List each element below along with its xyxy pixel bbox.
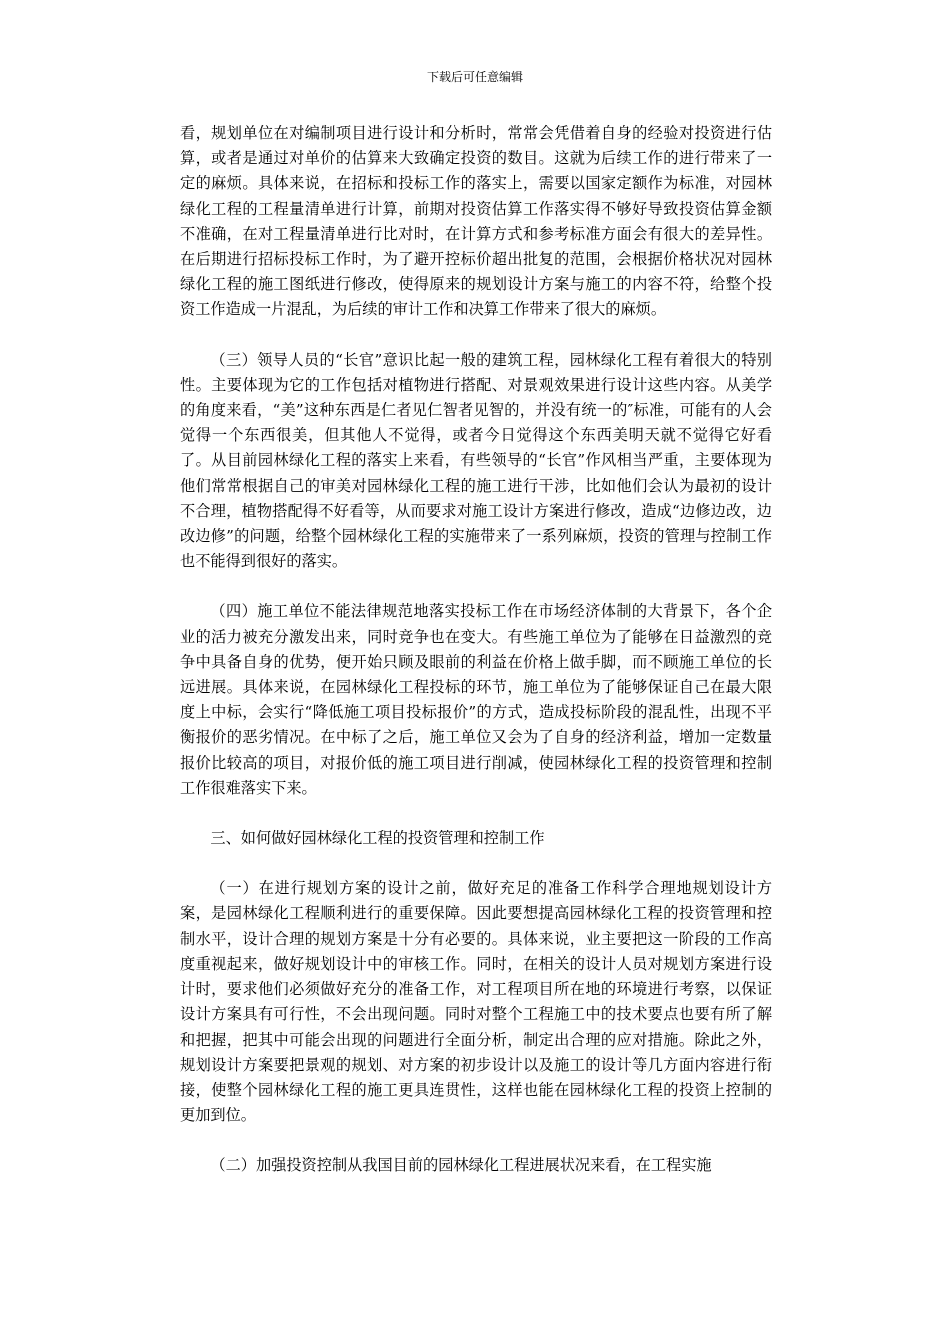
paragraph-strengthen-control: （二）加强投资控制从我国目前的园林绿化工程进展状况来看，在工程实施 — [210, 1156, 712, 1175]
section-heading-investment-control: 三、如何做好园林绿化工程的投资管理和控制工作 — [210, 829, 545, 848]
paragraph-budget-estimation: 看，规划单位在对编制项目进行设计和分析时，常常会凭借着自身的经验对投资进行估算，或者是通过对单价的估算来大致确定投资的数目。这就为后续工作的进行带来了一定的麻烦。具体来说，在招标和投标工作的落实上，需要以国家定额作为标准，对园林绿化工程的工程量清单进行计算，前期对投资估算工作落实得不够好导致投资估算金额不准确，在对工程量清单进行比对时，在计算方式和参考标准方面会有很大的差异性。在后期进行招标投标工作时，为了避开控标价超出批复的范围，会根据价格状况对园林绿化工程的施工图纸进行修改，使得原来的规划设计方案与施工的内容不符，给整个投资工作造成一片混乱，为后续的审计工作和决算工作带来了很大的麻烦。 — [180, 124, 772, 319]
document-body — [180, 121, 772, 1204]
paragraph-planning-preparation: （一）在进行规划方案的设计之前，做好充足的准备工作科学合理地规划设计方案，是园林绿化工程顺利进行的重要保障。因此要想提高园林绿化工程的投资管理和控制水平，设计合理的规划方案是十分有必要的。具体来说，业主要把这一阶段的工作高度重视起来，做好规划设计中的审核工作。同时，在相关的设计人员对规划方案进行设计时，要求他们必须做好充分的准备工作，对工程项目所在地的环境进行考察，以保证设计方案具有可行性，不会出现问题。同时对整个工程施工中的技术要点也要有所了解和把握，把其中可能会出现的问题进行全面分析，制定出合理的应对措施。除此之外，规划设计方案要把景观的规划、对方案的初步设计以及施工的设计等几方面内容进行衔接，使整个园林绿化工程的施工更具连贯性，这样也能在园林绿化工程的投资上控制的更加到位。 — [180, 879, 772, 1125]
paragraph-bidding-irregularities: （四）施工单位不能法律规范地落实投标工作在市场经济体制的大背景下，各个企业的活力被充分激发出来，同时竞争也在变大。有些施工单位为了能够在日益激烈的竞争中具备自身的优势，便开始只顾及眼前的利益在价格上做手脚，而不顾施工单位的长远进展。具体来说，在园林绿化工程投标的环节，施工单位为了能够保证自己在最大限度上中标，会实行“降低施工项目投标报价”的方式，造成投标阶段的混乱性，出现不平衡报价的恶劣情况。在中标了之后，施工单位又会为了自身的经济利益，增加一定数量报价比较高的项目，对报价低的施工项目进行削减，使园林绿化工程的投资管理和控制工作很难落实下来。 — [180, 602, 772, 797]
page-header-note: 下载后可任意编辑 — [426, 70, 523, 84]
paragraph-leadership-attitude: （三）领导人员的“长官”意识比起一般的建筑工程，园林绿化工程有着很大的特别性。主要体现为它的工作包括对植物进行搭配、对景观效果进行设计这些内容。从美学的角度来看，“美”这种东西是仁者见仁智者见智的，并没有统一的″标准，可能有的人会觉得一个东西很美，但其他人不觉得，或者今日觉得这个东西美明天就不觉得它好看了。从目前园林绿化工程的落实上来看，有些领导的“长官”作风相当严重，主要体现为他们常常根据自己的审美对园林绿化工程的施工进行干涉，比如他们会认为最初的设计不合理，植物搭配得不好看等，从而要求对施工设计方案进行修改，造成“边修边改，边改边修”的问题，给整个园林绿化工程的实施带来了一系列麻烦，投资的管理与控制工作也不能得到很好的落实。 — [180, 350, 772, 571]
